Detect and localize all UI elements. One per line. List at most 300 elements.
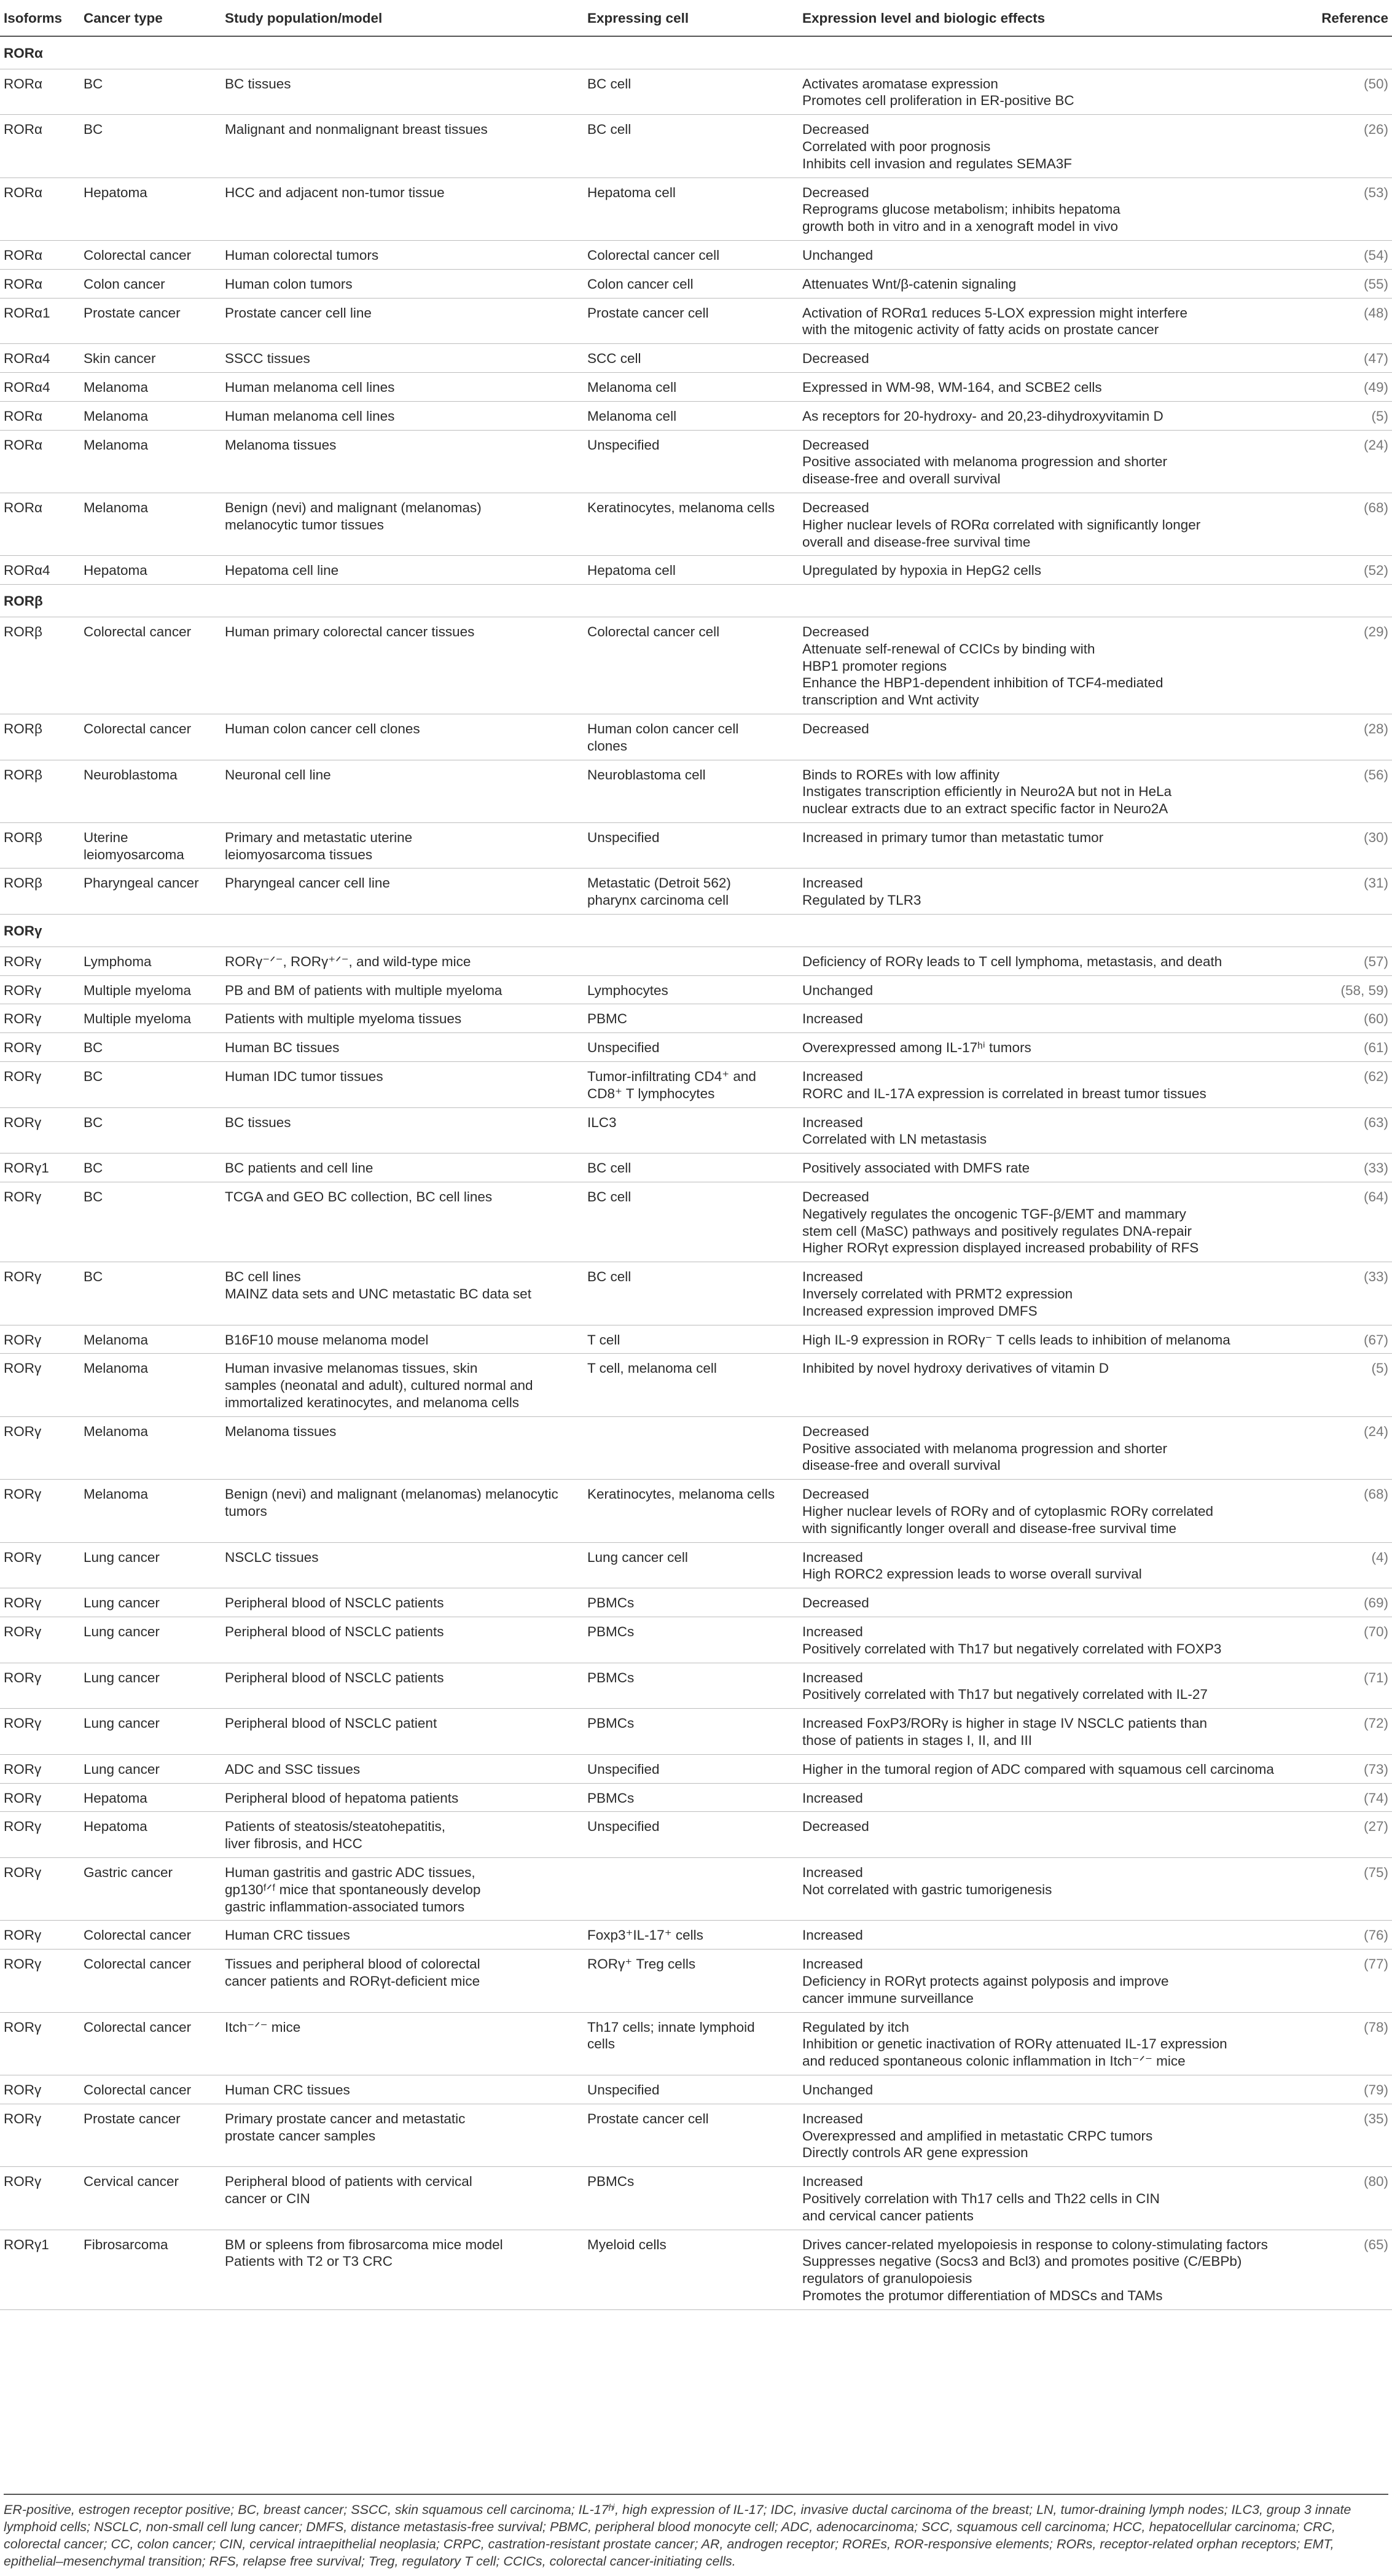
cell-study-line: Human melanoma cell lines	[225, 408, 395, 424]
cell-study	[221, 69, 584, 115]
cell-study-line: Tissues and peripheral blood of colorectal	[225, 1956, 480, 1972]
header-isoforms: Isoforms	[0, 0, 80, 36]
cell-effects-line: Enhance the HBP1-dependent inhibition of TCF4-mediated	[802, 675, 1163, 691]
cell-expressing-cell	[584, 1416, 799, 1479]
cell-effects-line: Positively correlated with Th17 but negatively correlated with IL-27	[802, 1687, 1208, 1703]
cell-cancer-type: Melanoma	[80, 1325, 221, 1354]
cell-effects-line: Higher nuclear levels of RORγ and of cytoplasmic RORγ correlated	[802, 1504, 1214, 1519]
cell-expressing-cell-line: BC cell	[587, 1160, 631, 1176]
cell-expressing-cell-line: Th17 cells; innate lymphoid	[587, 2019, 755, 2035]
cell-effects-line: Unchanged	[802, 2082, 874, 2098]
cell-reference: (50)	[1306, 69, 1392, 115]
cell-effects	[799, 1153, 1306, 1182]
cell-expressing-cell-line: Colon cancer cell	[587, 276, 694, 292]
cell-study-line: MAINZ data sets and UNC metastatic BC data set	[225, 1286, 531, 1302]
table-row	[0, 115, 1392, 178]
cell-study	[221, 1107, 584, 1153]
cell-effects-line: Positive associated with melanoma progression and shorter	[802, 1440, 1168, 1456]
cell-study-line: tumors	[225, 1504, 267, 1519]
cell-effects-line: Regulated by itch	[802, 2019, 909, 2035]
cell-expressing-cell	[584, 69, 799, 115]
cell-effects	[799, 430, 1306, 493]
cell-study	[221, 1783, 584, 1812]
cell-isoform: RORγ	[0, 1709, 80, 1755]
cell-cancer-type: Melanoma	[80, 493, 221, 555]
cell-reference: (26)	[1306, 115, 1392, 178]
cell-expressing-cell-line: pharynx carcinoma cell	[587, 892, 729, 908]
cell-effects-line: High IL-9 expression in RORγ⁻ T cells leads to inhibition of melanoma	[802, 1332, 1230, 1348]
cell-expressing-cell-line: PBMCs	[587, 1623, 635, 1639]
cell-effects-line: Decreased	[802, 1595, 869, 1611]
cell-study-line: prostate cancer samples	[225, 2128, 376, 2144]
cell-effects-line: Decreased	[802, 1819, 869, 1835]
cell-effects-line: disease-free and overall survival	[802, 1458, 1001, 1473]
cell-effects-line: Increased	[802, 1864, 863, 1880]
cell-effects-line: disease-free and overall survival	[802, 471, 1001, 487]
cell-expressing-cell	[584, 2075, 799, 2104]
cell-expressing-cell	[584, 1588, 799, 1617]
cell-expressing-cell	[584, 298, 799, 344]
cell-study-line: Primary prostate cancer and metastatic	[225, 2110, 466, 2126]
cell-effects-line: Unchanged	[802, 247, 874, 263]
table-row	[0, 1783, 1392, 1812]
cell-cancer-type: Colorectal cancer	[80, 617, 221, 714]
cell-effects	[799, 1107, 1306, 1153]
cell-isoform: RORγ	[0, 2167, 80, 2230]
cell-study-line: Itch⁻ᐟ⁻ mice	[225, 2019, 301, 2035]
cell-cancer-type: Prostate cancer	[80, 298, 221, 344]
cell-effects	[799, 822, 1306, 868]
cell-study-line: Malignant and nonmalignant breast tissues	[225, 122, 488, 138]
cell-effects-line: Increased	[802, 1927, 863, 1943]
table-row	[0, 1588, 1392, 1617]
cell-expressing-cell-line: clones	[587, 738, 628, 754]
cell-expressing-cell	[584, 1663, 799, 1709]
cell-expressing-cell	[584, 1857, 799, 1920]
cell-effects	[799, 1354, 1306, 1416]
cell-study-line: TCGA and GEO BC collection, BC cell lines	[225, 1189, 493, 1205]
cell-expressing-cell	[584, 2104, 799, 2166]
cell-effects-line: Positively correlated with Th17 but negatively correlated with FOXP3	[802, 1641, 1222, 1657]
cell-expressing-cell	[584, 401, 799, 430]
cell-study-line: Patients with multiple myeloma tissues	[225, 1011, 462, 1027]
cell-study	[221, 556, 584, 585]
cell-effects-line: Increased	[802, 2110, 863, 2126]
cell-study	[221, 1325, 584, 1354]
table-row	[0, 1754, 1392, 1783]
cell-study	[221, 493, 584, 555]
cell-reference: (56)	[1306, 760, 1392, 822]
cell-isoform: RORβ	[0, 617, 80, 714]
table-row	[0, 617, 1392, 714]
cell-reference: (77)	[1306, 1950, 1392, 2012]
cell-effects-line: Promotes cell proliferation in ER-positive BC	[802, 93, 1074, 109]
cell-effects-line: Increased	[802, 875, 863, 891]
cell-study-line: BC tissues	[225, 1114, 291, 1130]
section-row	[0, 36, 1392, 69]
cell-expressing-cell	[584, 240, 799, 269]
cell-study	[221, 1663, 584, 1709]
cell-expressing-cell	[584, 556, 799, 585]
cell-effects-line: with the mitogenic activity of fatty acids on prostate cancer	[802, 322, 1159, 338]
cell-effects-line: Inversely correlated with PRMT2 expression	[802, 1286, 1073, 1302]
cell-expressing-cell-line: Melanoma cell	[587, 408, 677, 424]
cell-effects-line: Increased	[802, 1790, 863, 1806]
cell-reference: (35)	[1306, 2104, 1392, 2166]
cell-study-line: Peripheral blood of NSCLC patients	[225, 1595, 444, 1611]
cell-study-line: Human invasive melanomas tissues, skin	[225, 1360, 478, 1376]
cell-study	[221, 1354, 584, 1416]
cell-study	[221, 1004, 584, 1033]
cell-cancer-type: Melanoma	[80, 401, 221, 430]
cell-isoform: RORγ	[0, 1262, 80, 1325]
cell-reference: (69)	[1306, 1588, 1392, 1617]
cell-study	[221, 760, 584, 822]
cell-study-line: Benign (nevi) and malignant (melanomas) melanocytic	[225, 1486, 558, 1502]
table-row	[0, 2230, 1392, 2309]
cell-effects	[799, 1262, 1306, 1325]
cell-study-line: B16F10 mouse melanoma model	[225, 1332, 429, 1348]
cell-reference: (48)	[1306, 298, 1392, 344]
cell-effects-line: Higher in the tumoral region of ADC compared with squamous cell carcinoma	[802, 1761, 1274, 1777]
table-row	[0, 1663, 1392, 1709]
cell-cancer-type: BC	[80, 1062, 221, 1108]
cell-study	[221, 1709, 584, 1755]
cell-isoform: RORα	[0, 178, 80, 240]
cell-effects	[799, 240, 1306, 269]
cell-expressing-cell-line: PBMCs	[587, 1595, 635, 1611]
cell-expressing-cell-line: Unspecified	[587, 1819, 660, 1835]
cell-study	[221, 2230, 584, 2309]
cell-effects-line: Decreased	[802, 437, 869, 453]
cell-effects-line: and reduced spontaneous colonic inflammation in Itch⁻ᐟ⁻ mice	[802, 2053, 1186, 2069]
cell-expressing-cell-line: BC cell	[587, 1189, 631, 1205]
cell-effects-line: Deficiency of RORγ leads to T cell lymphoma, metastasis, and death	[802, 953, 1222, 969]
cell-study	[221, 1182, 584, 1262]
cell-expressing-cell-line: Human colon cancer cell	[587, 720, 739, 736]
cell-effects-line: Positively associated with DMFS rate	[802, 1160, 1030, 1176]
cell-expressing-cell	[584, 1542, 799, 1588]
cell-cancer-type: BC	[80, 1153, 221, 1182]
cell-expressing-cell	[584, 822, 799, 868]
cell-isoform: RORβ	[0, 822, 80, 868]
cell-isoform: RORγ	[0, 1754, 80, 1783]
cell-study-line: Human colorectal tumors	[225, 247, 379, 263]
cell-effects	[799, 269, 1306, 298]
cell-effects-line: Overexpressed among IL-17ʰⁱ tumors	[802, 1040, 1031, 1056]
cell-expressing-cell-line: SCC cell	[587, 351, 641, 367]
cell-isoform: RORβ	[0, 868, 80, 915]
cell-effects-line: Decreased	[802, 1189, 869, 1205]
cell-cancer-type: Hepatoma	[80, 556, 221, 585]
cell-effects-line: Increased in primary tumor than metastatic tumor	[802, 829, 1104, 845]
cell-reference: (27)	[1306, 1812, 1392, 1858]
table-header	[0, 0, 1392, 36]
table-row	[0, 946, 1392, 975]
cell-cancer-type: Lymphoma	[80, 946, 221, 975]
cell-cancer-type: Lung cancer	[80, 1663, 221, 1709]
cell-study-line: ADC and SSC tissues	[225, 1761, 361, 1777]
section-row	[0, 915, 1392, 947]
cell-study	[221, 868, 584, 915]
cell-isoform: RORγ	[0, 2104, 80, 2166]
cell-effects-line: Not correlated with gastric tumorigenesis	[802, 1881, 1052, 1897]
cell-study	[221, 1950, 584, 2012]
cell-reference: (72)	[1306, 1709, 1392, 1755]
cell-effects-line: those of patients in stages I, II, and III	[802, 1732, 1032, 1748]
cell-study	[221, 401, 584, 430]
cell-study	[221, 1480, 584, 1542]
table-row	[0, 2075, 1392, 2104]
cell-effects-line: Increased FoxP3/RORγ is higher in stage IV NSCLC patients than	[802, 1715, 1208, 1731]
table-row	[0, 1950, 1392, 2012]
table-row	[0, 975, 1392, 1004]
cell-effects-line: transcription and Wnt activity	[802, 692, 979, 708]
cell-expressing-cell-line: ILC3	[587, 1114, 617, 1130]
cell-isoform: RORγ	[0, 1325, 80, 1354]
cell-effects	[799, 617, 1306, 714]
table-row	[0, 372, 1392, 401]
cell-effects-line: Inhibited by novel hydroxy derivatives of vitamin D	[802, 1360, 1109, 1376]
table-row	[0, 1812, 1392, 1858]
cell-cancer-type: Hepatoma	[80, 1812, 221, 1858]
cell-reference: (74)	[1306, 1783, 1392, 1812]
table-row	[0, 1107, 1392, 1153]
cell-effects	[799, 401, 1306, 430]
cell-study	[221, 1812, 584, 1858]
cell-isoform: RORγ	[0, 1004, 80, 1033]
cell-effects-line: Binds to ROREs with low affinity	[802, 767, 999, 783]
cell-cancer-type: BC	[80, 115, 221, 178]
cell-cancer-type: Colorectal cancer	[80, 1950, 221, 2012]
cell-study	[221, 269, 584, 298]
table-body	[0, 36, 1392, 2309]
cell-reference: (24)	[1306, 430, 1392, 493]
cell-effects	[799, 2104, 1306, 2166]
cell-cancer-type: BC	[80, 1262, 221, 1325]
cell-expressing-cell	[584, 868, 799, 915]
cell-effects	[799, 1033, 1306, 1062]
cell-effects	[799, 714, 1306, 760]
cell-study-line: melanocytic tumor tissues	[225, 517, 384, 533]
cell-expressing-cell	[584, 430, 799, 493]
cell-effects	[799, 556, 1306, 585]
cell-isoform: RORγ	[0, 1617, 80, 1663]
cell-reference: (71)	[1306, 1663, 1392, 1709]
cell-study	[221, 1033, 584, 1062]
cell-cancer-type: BC	[80, 1182, 221, 1262]
cell-effects-line: Deficiency in RORγt protects against polyposis and improve	[802, 1973, 1169, 1989]
cell-expressing-cell-line: Prostate cancer cell	[587, 305, 709, 321]
cell-effects-line: Promotes the protumor differentiation of MDSCs and TAMs	[802, 2287, 1163, 2303]
cell-isoform: RORγ	[0, 1354, 80, 1416]
cell-reference: (31)	[1306, 868, 1392, 915]
cell-study-line: gp130ᶠᐟᶠ mice that spontaneously develop	[225, 1881, 481, 1897]
cell-cancer-type: Neuroblastoma	[80, 760, 221, 822]
cell-reference: (53)	[1306, 178, 1392, 240]
cell-effects	[799, 1617, 1306, 1663]
cell-expressing-cell	[584, 115, 799, 178]
cell-effects	[799, 115, 1306, 178]
table-row	[0, 298, 1392, 344]
cell-effects-line: stem cell (MaSC) pathways and positively regulates DNA-repair	[802, 1223, 1192, 1239]
cell-cancer-type: Lung cancer	[80, 1542, 221, 1588]
cell-expressing-cell-line: Lymphocytes	[587, 982, 668, 998]
cell-effects-line: Correlated with poor prognosis	[802, 138, 991, 154]
cell-expressing-cell	[584, 946, 799, 975]
table-row	[0, 1617, 1392, 1663]
cell-study	[221, 1416, 584, 1479]
cell-isoform: RORα	[0, 493, 80, 555]
cell-expressing-cell	[584, 1354, 799, 1416]
cell-reference: (24)	[1306, 1416, 1392, 1479]
cell-study-line: Patients with T2 or T3 CRC	[225, 2254, 393, 2270]
cell-isoform: RORα	[0, 240, 80, 269]
cell-reference: (73)	[1306, 1754, 1392, 1783]
cell-effects-line: Increased	[802, 1011, 863, 1027]
cell-study-line: Human melanoma cell lines	[225, 379, 395, 395]
cell-study	[221, 1857, 584, 1920]
table-row	[0, 1062, 1392, 1108]
cell-isoform: RORα	[0, 69, 80, 115]
cell-effects-line: Decreased	[802, 623, 869, 639]
cell-study-line: Human CRC tissues	[225, 1927, 350, 1943]
cell-expressing-cell-line: cells	[587, 2036, 616, 2052]
cell-effects-line: Upregulated by hypoxia in HepG2 cells	[802, 563, 1041, 579]
cell-expressing-cell	[584, 1921, 799, 1950]
cell-effects	[799, 2167, 1306, 2230]
cell-study-line: PB and BM of patients with multiple myeloma	[225, 982, 502, 998]
cell-expressing-cell	[584, 178, 799, 240]
cell-effects	[799, 1325, 1306, 1354]
cell-study	[221, 2075, 584, 2104]
cell-expressing-cell-line: PBMCs	[587, 1790, 635, 1806]
table-row	[0, 1182, 1392, 1262]
cell-isoform: RORγ	[0, 1542, 80, 1588]
cell-isoform: RORγ	[0, 1416, 80, 1479]
cell-cancer-type: Lung cancer	[80, 1617, 221, 1663]
cell-expressing-cell-line: Keratinocytes, melanoma cells	[587, 1486, 775, 1502]
cell-study-line: Human colon tumors	[225, 276, 353, 292]
cell-cancer-type: Colorectal cancer	[80, 1921, 221, 1950]
table-row	[0, 714, 1392, 760]
cell-expressing-cell-line: Unspecified	[587, 1761, 660, 1777]
cell-effects-line: High RORC2 expression leads to worse overall survival	[802, 1566, 1142, 1582]
cell-cancer-type: Gastric cancer	[80, 1857, 221, 1920]
cell-study-line: BM or spleens from fibrosarcoma mice model	[225, 2236, 503, 2252]
cell-study-line: Primary and metastatic uterine	[225, 829, 413, 845]
cell-study	[221, 617, 584, 714]
cell-cancer-type: Colorectal cancer	[80, 240, 221, 269]
cell-isoform: RORα1	[0, 298, 80, 344]
cell-expressing-cell	[584, 269, 799, 298]
cell-effects-line: Inhibits cell invasion and regulates SEMA3F	[802, 155, 1072, 171]
cell-study	[221, 372, 584, 401]
cell-isoform: RORγ	[0, 1107, 80, 1153]
cell-study-line: Benign (nevi) and malignant (melanomas)	[225, 499, 482, 515]
cell-effects	[799, 1416, 1306, 1479]
cell-effects-line: and cervical cancer patients	[802, 2207, 974, 2223]
cell-reference: (61)	[1306, 1033, 1392, 1062]
cell-reference: (5)	[1306, 1354, 1392, 1416]
cell-isoform: RORγ	[0, 1480, 80, 1542]
table-row	[0, 240, 1392, 269]
cell-effects	[799, 2012, 1306, 2075]
cell-expressing-cell-line: Hepatoma cell	[587, 184, 676, 200]
cell-cancer-type: Uterine leiomyosarcoma	[80, 822, 221, 868]
cell-reference: (64)	[1306, 1182, 1392, 1262]
table-row	[0, 401, 1392, 430]
cell-effects-line: Increased	[802, 1069, 863, 1085]
table-footnote: ER-positive, estrogen receptor positive; BC, breast cancer; SSCC, skin squamous cell carcinoma; IL-17ʰⁱ, high expression of IL-17; IDC, invasive ductal carcinoma of the breast; LN, tumor-draining lymph nodes; ILC3, group 3 innate lymphoid cells; NSCLC, non-small cell lung cancer; DMFS, distance metastasis-free survival; PBMC, peripheral blood monocyte cell; ADC, adenocarcinoma; SCC, squamous cell carcinoma; HCC, hepatocellular carcinoma; CRC, colorectal cancer; CC, colon cancer; CIN, cervical intraepithelial neoplasia; CRPC, castration-resistant prostate cancer; AR, androgen receptor; ROREs, ROR-responsive elements; RORs, receptor-related orphan receptors; EMT, epithelial–mesenchymal transition; RFS, relapse free survival; Treg, regulatory T cell; CCICs, colorectal cancer-initiating cells.	[4, 2494, 1388, 2570]
cell-expressing-cell	[584, 372, 799, 401]
cell-study	[221, 298, 584, 344]
cell-reference: (62)	[1306, 1062, 1392, 1108]
cell-effects-line: Increased	[802, 1956, 863, 1972]
cell-reference: (30)	[1306, 822, 1392, 868]
cell-effects-line: nuclear extracts due to an extract specific factor in Neuro2A	[802, 801, 1168, 817]
table-row	[0, 760, 1392, 822]
cell-effects-line: Increased	[802, 1669, 863, 1685]
cell-expressing-cell	[584, 1153, 799, 1182]
table-row	[0, 1921, 1392, 1950]
cell-study-line: Human IDC tumor tissues	[225, 1069, 383, 1085]
cell-study-line: cancer or CIN	[225, 2190, 310, 2206]
header-cancer-type: Cancer type	[80, 0, 221, 36]
cell-study	[221, 975, 584, 1004]
cell-cancer-type: Pharyngeal cancer	[80, 868, 221, 915]
cell-expressing-cell-line: Hepatoma cell	[587, 563, 676, 579]
cell-cancer-type: Skin cancer	[80, 344, 221, 373]
cell-effects-line: growth both in vitro and in a xenograft model in vivo	[802, 219, 1119, 235]
cell-study	[221, 1617, 584, 1663]
cell-isoform: RORα4	[0, 344, 80, 373]
cell-isoform: RORα4	[0, 372, 80, 401]
cell-isoform: RORα	[0, 430, 80, 493]
cell-study-line: Melanoma tissues	[225, 437, 337, 453]
cell-study-line: gastric inflammation-associated tumors	[225, 1899, 465, 1914]
cell-study-line: Human colon cancer cell clones	[225, 720, 420, 736]
cell-expressing-cell-line: CD8⁺ T lymphocytes	[587, 1085, 715, 1101]
cell-study-line: BC tissues	[225, 76, 291, 92]
cell-effects-line: Decreased	[802, 499, 869, 515]
cell-effects	[799, 1950, 1306, 2012]
cell-cancer-type: Colorectal cancer	[80, 714, 221, 760]
cell-expressing-cell	[584, 617, 799, 714]
cell-effects-line: RORC and IL-17A expression is correlated in breast tumor tissues	[802, 1085, 1206, 1101]
cell-effects-line: Decreased	[802, 1423, 869, 1439]
cell-reference: (60)	[1306, 1004, 1392, 1033]
cell-study	[221, 178, 584, 240]
table-row	[0, 2012, 1392, 2075]
cell-effects	[799, 1062, 1306, 1108]
cell-expressing-cell-line: Myeloid cells	[587, 2236, 667, 2252]
cell-effects-line: Positive associated with melanoma progression and shorter	[802, 454, 1168, 470]
cell-expressing-cell	[584, 2012, 799, 2075]
cell-isoform: RORγ	[0, 1588, 80, 1617]
table-row	[0, 178, 1392, 240]
cell-effects	[799, 178, 1306, 240]
cell-effects	[799, 1542, 1306, 1588]
cell-expressing-cell-line: BC cell	[587, 76, 631, 92]
section-row	[0, 585, 1392, 617]
cell-study-line: HCC and adjacent non-tumor tissue	[225, 184, 445, 200]
cell-effects	[799, 1709, 1306, 1755]
cell-study	[221, 2104, 584, 2166]
cell-cancer-type: Colon cancer	[80, 269, 221, 298]
cell-study	[221, 1588, 584, 1617]
cell-isoform: RORα	[0, 401, 80, 430]
